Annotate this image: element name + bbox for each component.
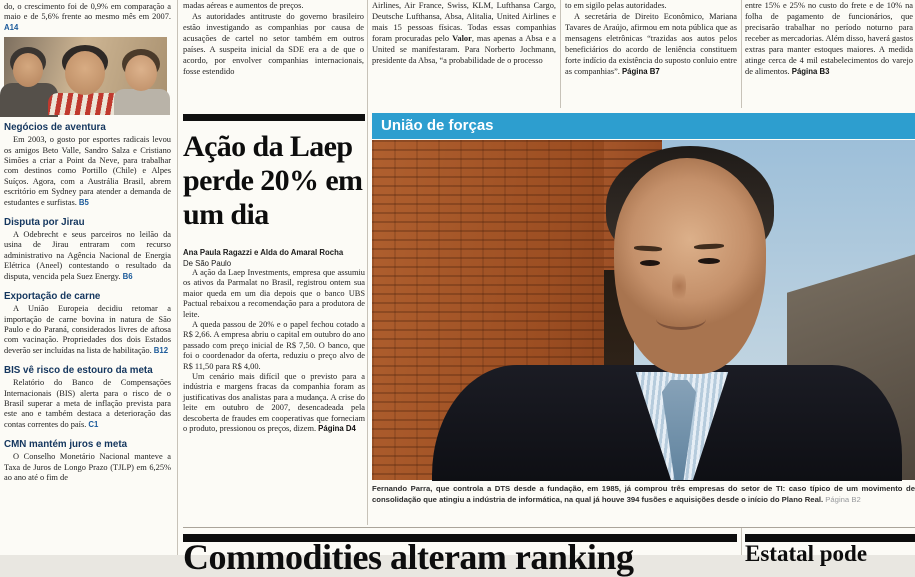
article-text: Um cenário mais difícil que o previsto para a indústria e margens fracas da companhia foram as justificativas dos analistas para a mudança. A crise do leite em outubro de 2007, desencadeada pela descoberta de fraudes em cooperativas que forneciam o produto, pressionou os preços, dizem.: [183, 372, 365, 434]
column-rule: [367, 0, 368, 525]
page-ref: Página D4: [318, 424, 356, 434]
page-ref: B5: [78, 197, 89, 207]
top-story-column-2: [372, 0, 556, 110]
brief-title: Negócios de aventura: [4, 122, 106, 134]
page-ref: A14: [4, 22, 19, 32]
story-paragraph: As autoridades antitruste do governo brasileiro estão investigando as companhias por causa de acusações de cartel no setor também em outros países. A suspeita inicial da SDE era a de que o acordo, por envolver companhias internacionais, fosse estendido: [183, 12, 364, 76]
story-paragraph: [372, 0, 556, 66]
article-dateline: De São Paulo: [183, 259, 232, 268]
column-rule: [560, 0, 561, 108]
person-middle-face: [65, 51, 105, 95]
column-rule: [741, 0, 742, 108]
brief-title: Exportação de carne: [4, 291, 101, 303]
story-text: , mas apenas a Absa e a United se manifestaram. Para Norberto Jochmann, presidente da Absa, “a probabilidade de o processo: [372, 34, 556, 65]
brief-text: Em 2003, o gosto por esportes radicais levou os amigos Beto Valle, Sandro Salza e Cristiano Simões a criar a Point da Neve, para trabalhar com destinos como Portillo (Chile) e Alpes Suíços. Agora, com a Austrália Brasil, abrem escritório em Sydney para atender a demanda de estudantes e surfistas.: [4, 135, 171, 207]
page-ref: B6: [122, 271, 133, 281]
person-middle-striped-shirt: [48, 93, 122, 115]
brief-body: [4, 378, 171, 430]
man-nose-shading: [672, 268, 686, 304]
brief-body: [4, 135, 171, 208]
story-text: Airlines, Air France, Swiss, KLM, Lufthansa Cargo, Deutsche Lufthansa, Absa, Alitalia, United Airlines e mais 15 pessoas físicas. Todas essas companhias foram procuradas pelo: [372, 1, 556, 43]
article-paragraph: A ação da Laep Investments, empresa que assumiu os ativos da Parmalat no Brasil, registrou ontem sua maior queda em um dia depois que o banco UBS Pactual rebaixou a recomendação para a produtora de leite.: [183, 268, 365, 319]
column-rule: [177, 0, 178, 555]
brief-title: CMN mantém juros e meta: [4, 439, 128, 451]
man-eye-left: [640, 260, 660, 266]
top-story-column-1: [183, 0, 364, 110]
brief-title: Disputa por Jirau: [4, 217, 85, 229]
laep-article: [183, 114, 365, 526]
brief-continuation: [4, 2, 171, 33]
person-right-torso: [114, 89, 170, 115]
brief-body: [4, 230, 171, 282]
top-story-column-3: [565, 0, 737, 110]
story-text: entre 15% e 25% no custo do frete e de 10% na folha de pagamento de funcionários, que precisarão trabalhar no período noturno para receber as mercadorias. Além disso, haverá gastos extras para manter estoques maiores. A medida atinge cerca de 4 mil estabelecimentos do varejo de alimentos.: [745, 1, 913, 76]
bottom-right-story-headline: Estatal pode: [745, 541, 868, 566]
feature-kicker-label: União de forças: [381, 117, 494, 134]
news-brief: [4, 122, 171, 208]
page-ref: C1: [88, 419, 99, 429]
story-continuation: to em sigilo pelas autoridades.: [565, 1, 667, 10]
adventure-partners-photo: [4, 37, 167, 113]
page-ref: Página B7: [621, 67, 660, 76]
feature-kicker-banner: [372, 113, 915, 139]
news-brief: [4, 439, 171, 483]
feature-portrait-photo: [372, 140, 915, 480]
top-story-column-4: [745, 0, 913, 110]
news-brief: [4, 217, 171, 282]
news-brief: [4, 365, 171, 430]
article-paragraph: A queda passou de 20% e o papel fechou cotado a R$ 2,66. A empresa abriu o capital em outubro do ano passado com preço inicial de R$ 7,50. O banco, que foi o coordenador da oferta, reduziu o preço alvo de R$ 11,50 para R$ 4,00.: [183, 320, 365, 371]
page-ref: Página B3: [791, 67, 830, 76]
man-eye-right: [698, 258, 720, 264]
article-top-bar: [183, 114, 365, 121]
brief-title: BIS vê risco de estouro da meta: [4, 365, 153, 377]
story-continuation: madas aéreas e aumentos de preços.: [183, 1, 304, 10]
article-byline: Ana Paula Ragazzi e Alda do Amaral Rocha: [183, 248, 344, 257]
brief-text: O Conselho Monetário Nacional manteve a Taxa de Juros de Longo Prazo (TJLP) em 6,25% ao ano até o fim de: [4, 452, 171, 482]
bottom-story-headline: Commodities alteram ranking: [183, 537, 634, 577]
brief-text: A União Europeia decidiu retomar a importação de carne bovina in natura de São Paulo e do Paraná, considerados livres de aftosa com vacinação. Propriedades dos dois Estados deverão ser incluídas na lista de habilitação.: [4, 304, 171, 355]
valor-brand-mention: Valor: [452, 34, 472, 43]
story-paragraph: [565, 11, 737, 77]
page-ref: B12: [153, 345, 169, 355]
section-hairline: [183, 527, 915, 528]
caption-text: Fernando Parra, que controla a DTS desde a fundação, em 1985, já comprou três empresas do setor de TI: caso típico de um movimento de consolidação que atingiu a indústria de informática, na qual já houve 394 fusões e aquisições desde o início do Plano Real.: [372, 484, 915, 504]
man-smile: [656, 308, 706, 330]
article-headline: Ação da Laep perde 20% em um dia: [183, 130, 363, 231]
left-news-column: [4, 2, 171, 555]
news-brief: [4, 291, 171, 356]
page-ref: Página B2: [825, 494, 861, 504]
brief-continuation-text: do, o crescimento foi de 0,9% em comparação a maio e de 5,6% frente ao mesmo mês em 2007.: [4, 2, 171, 22]
article-paragraph: [183, 372, 365, 434]
brief-body: [4, 304, 171, 356]
person-left-face: [13, 53, 43, 87]
man-face: [614, 158, 766, 374]
photo-caption: [372, 484, 915, 505]
brief-text: A Odebrecht e seus parceiros no leilão da usina de Jirau entraram com recurso administrativo na Agência Nacional de Energia Elétrica (Aneel) contestando o resultado da disputa, vencida pela Suez Energy.: [4, 230, 171, 281]
person-right-face: [125, 55, 157, 91]
brief-text: Relatório do Banco de Compensações Internacionais (BIS) alerta para o risco de o Brasil superar a meta de inflação prevista para este ano e também destaca a deterioração das contas correntes do país.: [4, 378, 171, 429]
column-rule: [741, 527, 742, 555]
story-paragraph: [745, 0, 913, 77]
story-text: A secretária de Direito Econômico, Mariana Tavares de Araújo, afirmou em nota pública que as mensagens eletrônicas “trazidas aos autos pelos beneficiários do acordo de leniência constituem forte indício da existência do suposto conluio entre as companhias”.: [565, 12, 737, 76]
brief-body: [4, 452, 171, 483]
